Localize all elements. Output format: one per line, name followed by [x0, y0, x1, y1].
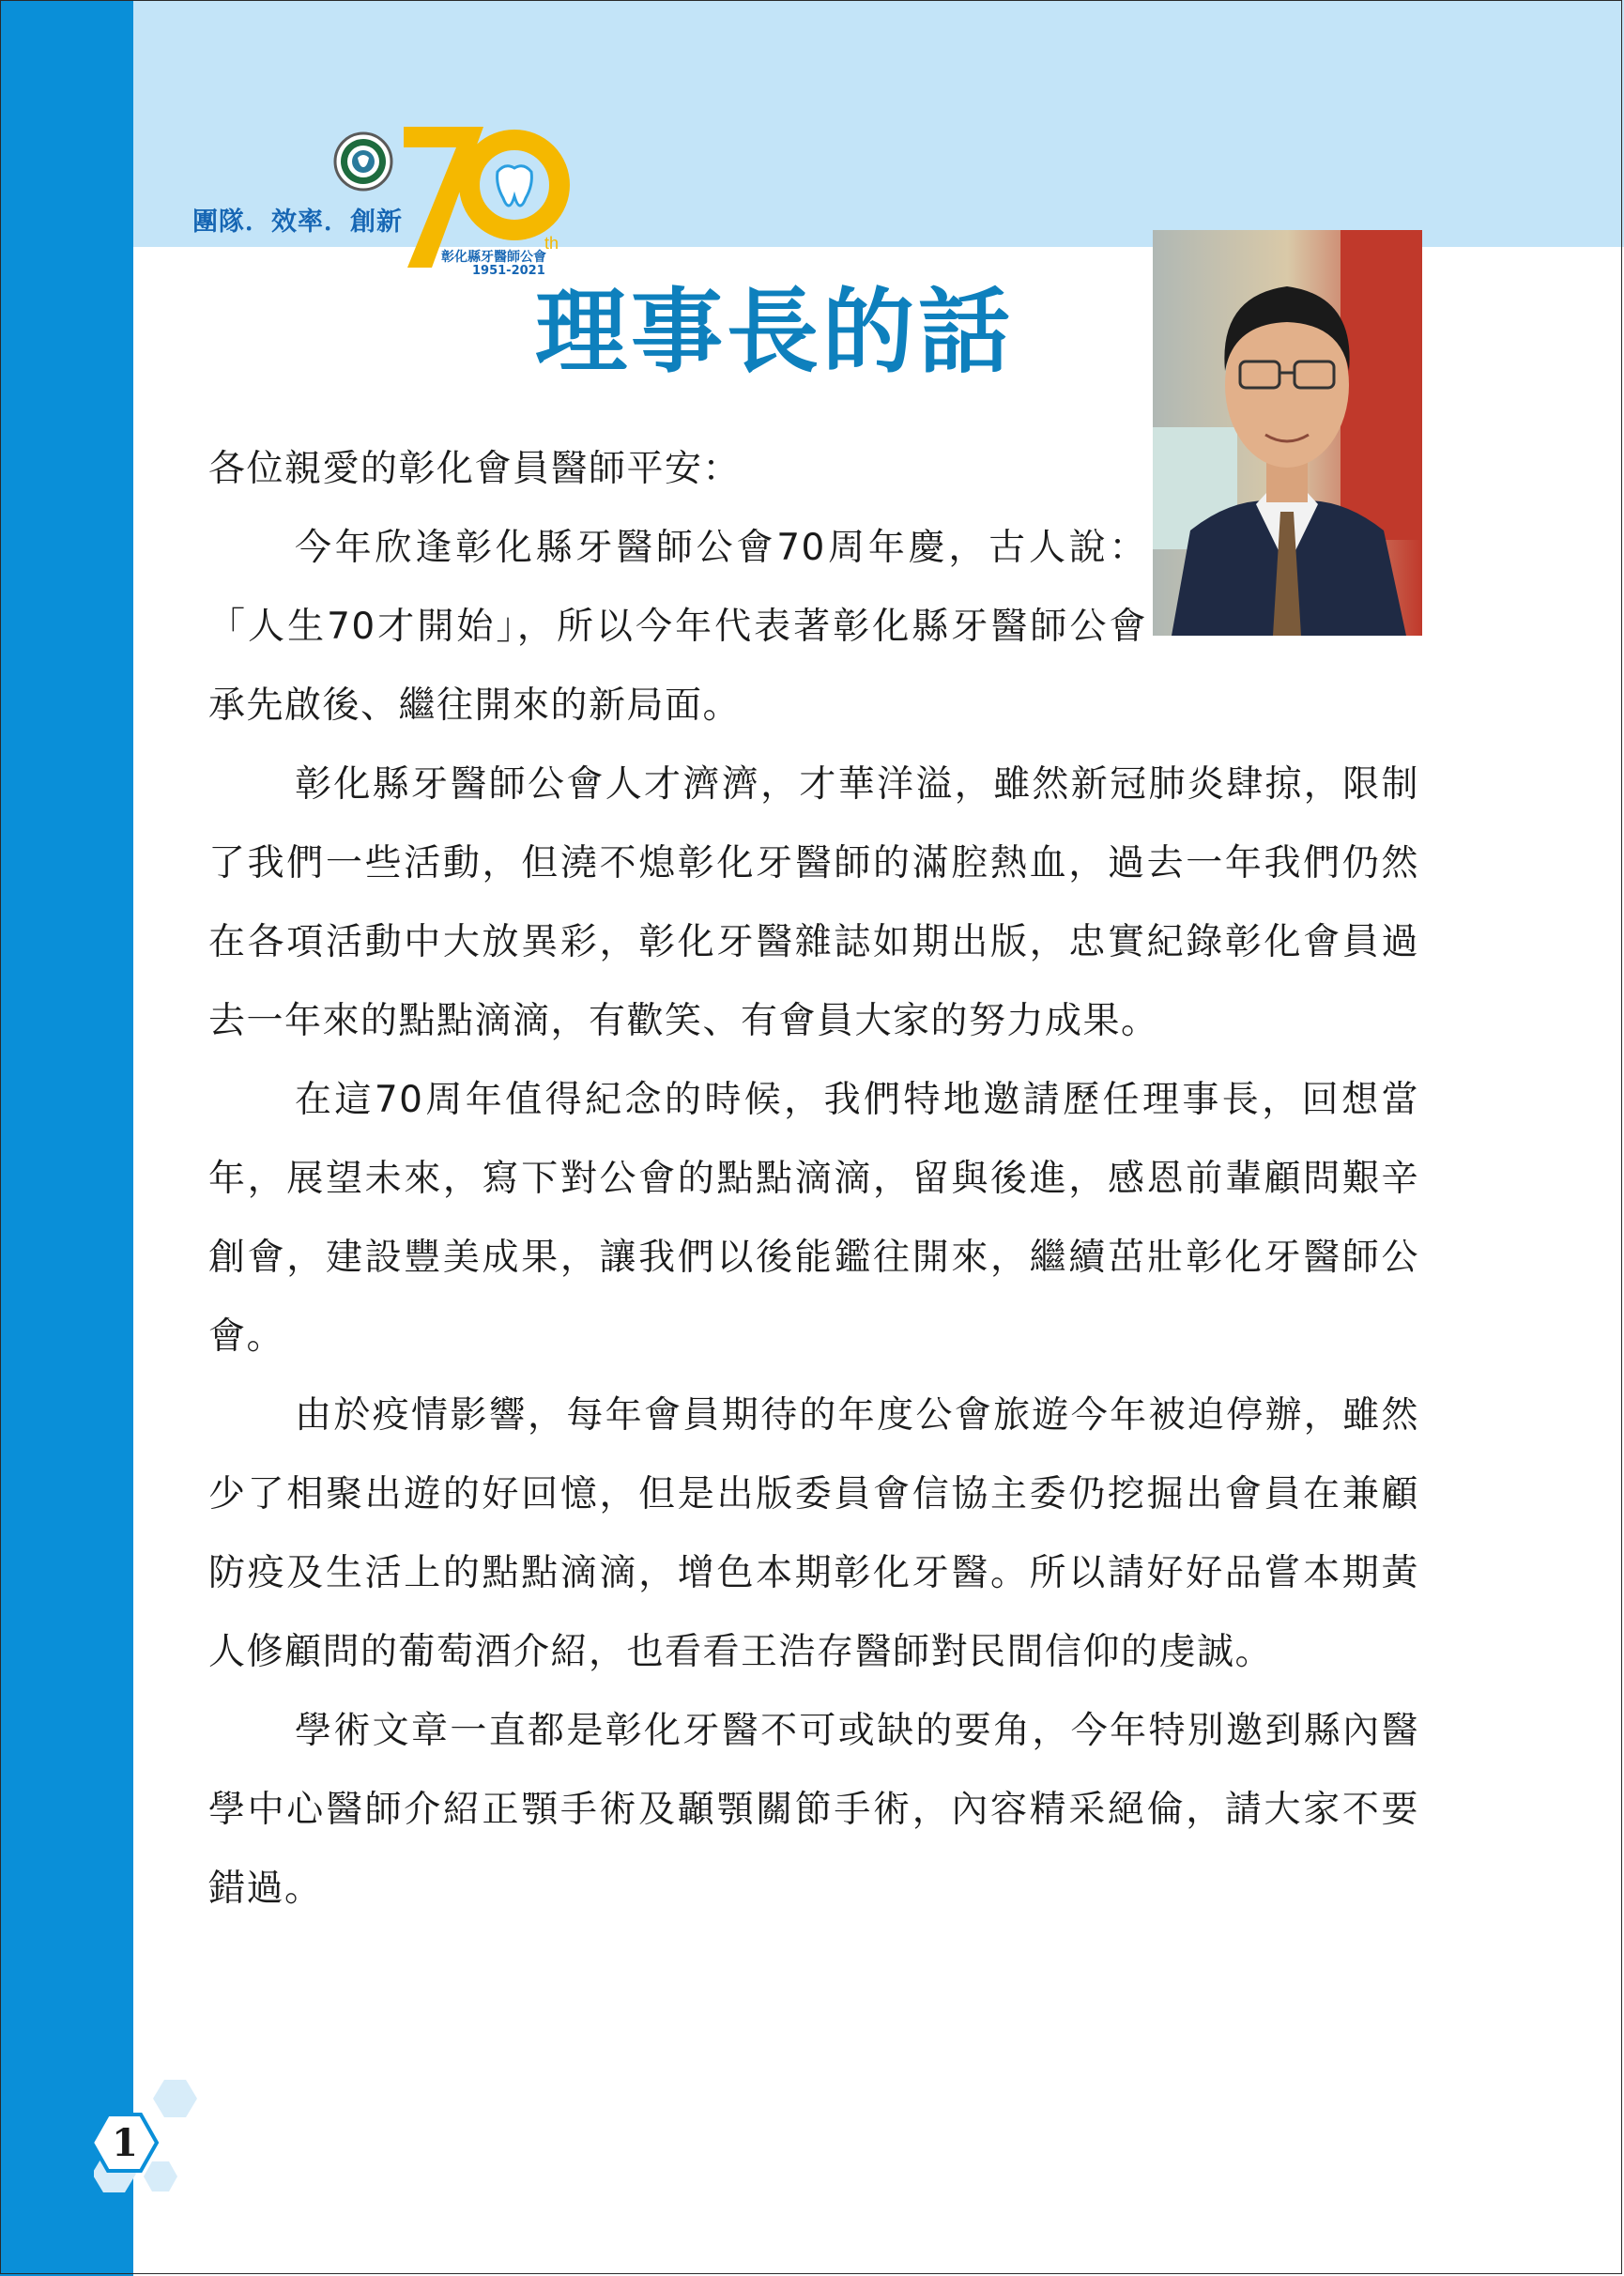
page-title: 理事長的話: [535, 278, 1015, 386]
letter-body: [208, 430, 1419, 1929]
paragraph-1: 今年欣逢彰化縣牙醫師公會70周年慶，古人說：「人生70才開始」，所以今年代表著彰化縣牙醫師公會承先啟後、繼往開來的新局面。: [208, 527, 1147, 727]
logo-years: 1951-2021: [472, 264, 545, 278]
left-color-bar: [0, 0, 133, 2276]
paragraph-3: 在這70周年值得紀念的時候，我們特地邀請歷任理事長，回想當年，展望未來，寫下對公會的點點滴滴，留與後進，感恩前輩顧問艱辛創會，建設豐美成果，讓我們以後能鑑往開來，繼續茁壯彰化牙醫師公會。: [208, 1079, 1419, 1358]
paragraph-5: 學術文章一直都是彰化牙醫不可或缺的要角，今年特別邀到縣內醫學中心醫師介紹正顎手術及顳顎關節手術，內容精采絕倫，請大家不要錯過。: [208, 1710, 1419, 1910]
motto-text: 團隊．效率．創新: [192, 208, 403, 237]
association-emblem-icon: [333, 131, 393, 192]
paragraph-2: 彰化縣牙醫師公會人才濟濟，才華洋溢，雖然新冠肺炎肆掠，限制了我們一些活動，但澆不熄彰化牙醫師的滿腔熱血，過去一年我們仍然在各項活動中大放異彩，彰化牙醫雜誌如期出版，忠實紀錄彰化會員過去一年來的點點滴滴，有歡笑、有會員大家的努力成果。: [208, 763, 1419, 1042]
page-number-badge: [94, 2075, 225, 2207]
salutation: 各位親愛的彰化會員醫師平安：: [208, 448, 742, 490]
page-number: 1: [112, 2121, 138, 2165]
logo-th-suffix: th: [544, 234, 559, 253]
paragraph-4: 由於疫情影響，每年會員期待的年度公會旅遊今年被迫停辦，雖然少了相聚出遊的好回憶，但是出版委員會信協主委仍挖掘出會員在兼顧防疫及生活上的點點滴滴，增色本期彰化牙醫。所以請好好品嘗本期黃人修顧問的葡萄酒介紹，也看看王浩存醫師對民間信仰的虔誠。: [208, 1394, 1419, 1673]
logo-association-name: 彰化縣牙醫師公會: [441, 250, 546, 265]
